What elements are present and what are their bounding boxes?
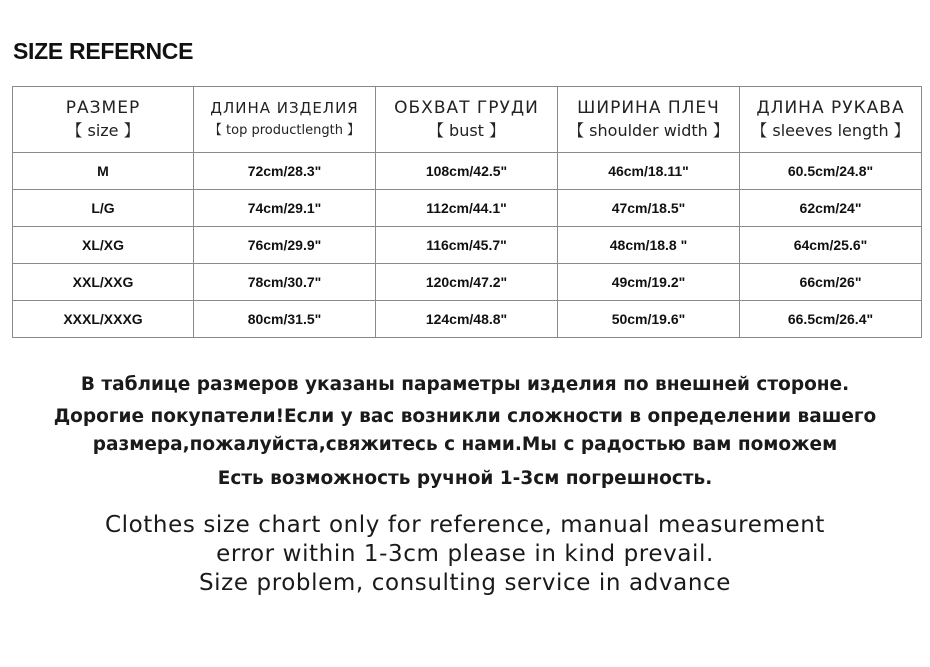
note-en-line-2: error within 1-3cm please in kind prevail. [216, 541, 714, 567]
note-ru-line-4: Есть возможность ручной 1-3см погрешность. [217, 468, 713, 489]
note-en-line-3: Size problem, consulting service in advance [198, 570, 731, 596]
cell-sleeve: 60.5cm/24.8" [740, 153, 922, 190]
table-row [13, 264, 922, 301]
header-size-ru: РАЗМЕР [65, 98, 141, 118]
note-ru-line-2: Дорогие покупатели!Если у вас возникли сложности в определении вашего [53, 406, 877, 427]
header-sleeve [740, 87, 922, 153]
page-title: SIZE REFERNCE [13, 38, 194, 64]
header-length-en: 【 top productlength 】 [208, 123, 361, 138]
cell-sleeve: 64cm/25.6" [740, 227, 922, 264]
cell-length: 80cm/31.5" [194, 301, 376, 338]
table-row [13, 301, 922, 338]
cell-shoulder: 49cm/19.2" [558, 264, 740, 301]
cell-sleeve: 66.5cm/26.4" [740, 301, 922, 338]
cell-size: XL/XG [13, 227, 194, 264]
header-size-en: 【 size 】 [66, 121, 140, 140]
header-bust-ru: ОБХВАТ ГРУДИ [394, 98, 539, 118]
header-shoulder-en: 【 shoulder width 】 [568, 121, 729, 140]
header-sleeve-ru: ДЛИНА РУКАВА [756, 98, 905, 118]
cell-length: 76cm/29.9" [194, 227, 376, 264]
cell-size: L/G [13, 190, 194, 227]
cell-shoulder: 50cm/19.6" [558, 301, 740, 338]
header-shoulder-ru: ШИРИНА ПЛЕЧ [577, 98, 720, 118]
cell-sleeve: 66cm/26" [740, 264, 922, 301]
header-sleeve-en: 【 sleeves length 】 [751, 121, 910, 140]
note-ru-line-1: В таблице размеров указаны параметры изделия по внешней стороне. [80, 374, 850, 395]
note-ru-line-3: размера,пожалуйста,свяжитесь с нами.Мы с радостью вам поможем [92, 434, 838, 455]
cell-size: XXL/XXG [13, 264, 194, 301]
cell-bust: 112cm/44.1" [376, 190, 558, 227]
table-row [13, 227, 922, 264]
cell-bust: 124cm/48.8" [376, 301, 558, 338]
cell-length: 78cm/30.7" [194, 264, 376, 301]
table-header-row [13, 87, 922, 153]
cell-bust: 120cm/47.2" [376, 264, 558, 301]
cell-length: 74cm/29.1" [194, 190, 376, 227]
cell-sleeve: 62cm/24" [740, 190, 922, 227]
cell-shoulder: 47cm/18.5" [558, 190, 740, 227]
header-shoulder [558, 87, 740, 153]
cell-length: 72cm/28.3" [194, 153, 376, 190]
header-length [194, 87, 376, 153]
cell-size: XXXL/XXXG [13, 301, 194, 338]
table-row [13, 190, 922, 227]
header-bust-en: 【 bust 】 [427, 121, 506, 140]
size-chart-table [12, 86, 922, 338]
header-size [13, 87, 194, 153]
note-en-line-1: Clothes size chart only for reference, manual measurement [104, 512, 826, 538]
header-length-ru: ДЛИНА ИЗДЕЛИЯ [210, 99, 359, 117]
cell-bust: 108cm/42.5" [376, 153, 558, 190]
cell-size: M [13, 153, 194, 190]
cell-bust: 116cm/45.7" [376, 227, 558, 264]
table-row [13, 153, 922, 190]
cell-shoulder: 46cm/18.11" [558, 153, 740, 190]
header-bust [376, 87, 558, 153]
cell-shoulder: 48cm/18.8 " [558, 227, 740, 264]
